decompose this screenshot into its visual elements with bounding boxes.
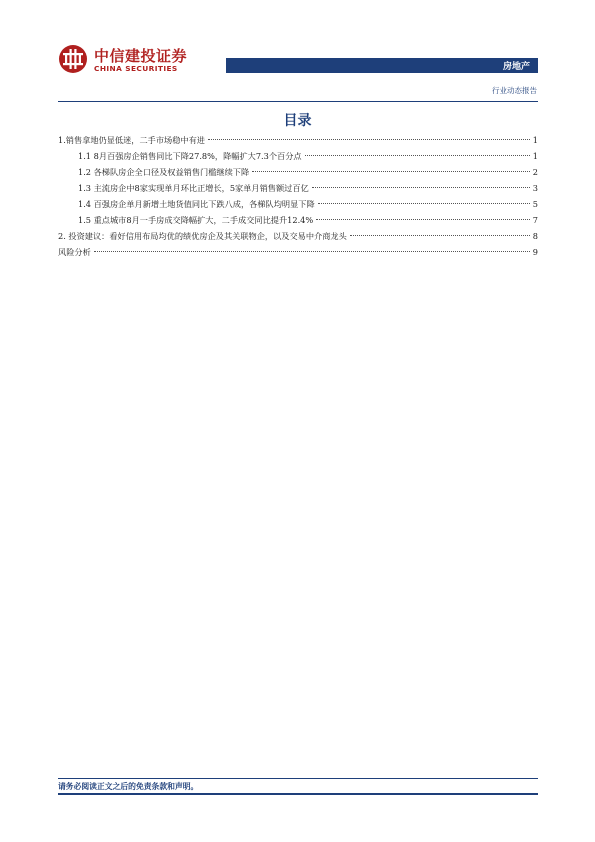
toc-entry[interactable] bbox=[58, 196, 538, 212]
logo-english-name: CHINA SECURITIES bbox=[94, 64, 178, 73]
footer-divider bbox=[58, 778, 538, 779]
toc-entry-text: 1.2 各梯队房企全口径及权益销售门槛继续下降 bbox=[78, 167, 250, 177]
toc-entry-text: 1.3 主流房企中8家实现单月环比正增长，5家单月销售额过百亿 bbox=[78, 183, 309, 193]
toc-entry-text: 1.5 重点城市8月一手房成交降幅扩大，二手成交同比提升12.4% bbox=[78, 215, 314, 225]
toc-entry-page: 8 bbox=[532, 231, 538, 241]
toc-entry-text: 1.销售拿地仍显低迷，二手市场稳中有进 bbox=[58, 135, 205, 145]
toc-leader-dots bbox=[208, 139, 530, 140]
footer-bottom-rule bbox=[58, 793, 538, 795]
footer-disclaimer: 请务必阅读正文之后的免责条款和声明。 bbox=[58, 782, 199, 791]
toc-leader-dots bbox=[312, 187, 530, 188]
toc-leader-dots bbox=[252, 171, 530, 172]
toc-entry-page: 5 bbox=[532, 199, 538, 209]
toc-entry-page: 1 bbox=[532, 135, 538, 145]
china-securities-logo-icon bbox=[58, 44, 88, 74]
header-divider bbox=[58, 101, 538, 102]
toc-leader-dots bbox=[350, 235, 530, 236]
toc-entry-page: 2 bbox=[532, 167, 538, 177]
toc-entry-text: 1.4 百强房企单月新增土地货值同比下跌八成，各梯队均明显下降 bbox=[78, 199, 315, 209]
report-type: 行业动态报告 bbox=[492, 86, 537, 95]
toc-entry-text: 2. 投资建议：看好信用布局均优的绩优房企及其关联物企，以及交易中介商龙头 bbox=[58, 231, 347, 241]
toc-entry[interactable] bbox=[58, 148, 538, 164]
toc-leader-dots bbox=[318, 203, 530, 204]
toc-title: 目录 bbox=[283, 113, 312, 129]
toc-entry-page: 1 bbox=[532, 151, 538, 161]
table-of-contents bbox=[58, 132, 538, 260]
toc-entry[interactable] bbox=[58, 164, 538, 180]
toc-entry[interactable] bbox=[58, 180, 538, 196]
logo-chinese-name: 中信建投证券 bbox=[94, 47, 188, 65]
company-logo bbox=[58, 44, 198, 76]
toc-entry[interactable] bbox=[58, 212, 538, 228]
toc-entry-text: 风险分析 bbox=[58, 247, 91, 257]
toc-entry-page: 7 bbox=[532, 215, 538, 225]
section-label: 房地产 bbox=[502, 62, 530, 72]
toc-leader-dots bbox=[305, 155, 530, 156]
toc-entry-page: 3 bbox=[532, 183, 538, 193]
toc-entry-text: 1.1 8月百强房企销售同比下降27.8%，降幅扩大7.3个百分点 bbox=[78, 151, 302, 161]
header-banner bbox=[226, 58, 538, 73]
toc-entry-page: 9 bbox=[532, 247, 538, 257]
toc-entry[interactable] bbox=[58, 228, 538, 244]
toc-entry[interactable] bbox=[58, 244, 538, 260]
toc-leader-dots bbox=[94, 251, 530, 252]
toc-leader-dots bbox=[316, 219, 530, 220]
toc-entry[interactable] bbox=[58, 132, 538, 148]
